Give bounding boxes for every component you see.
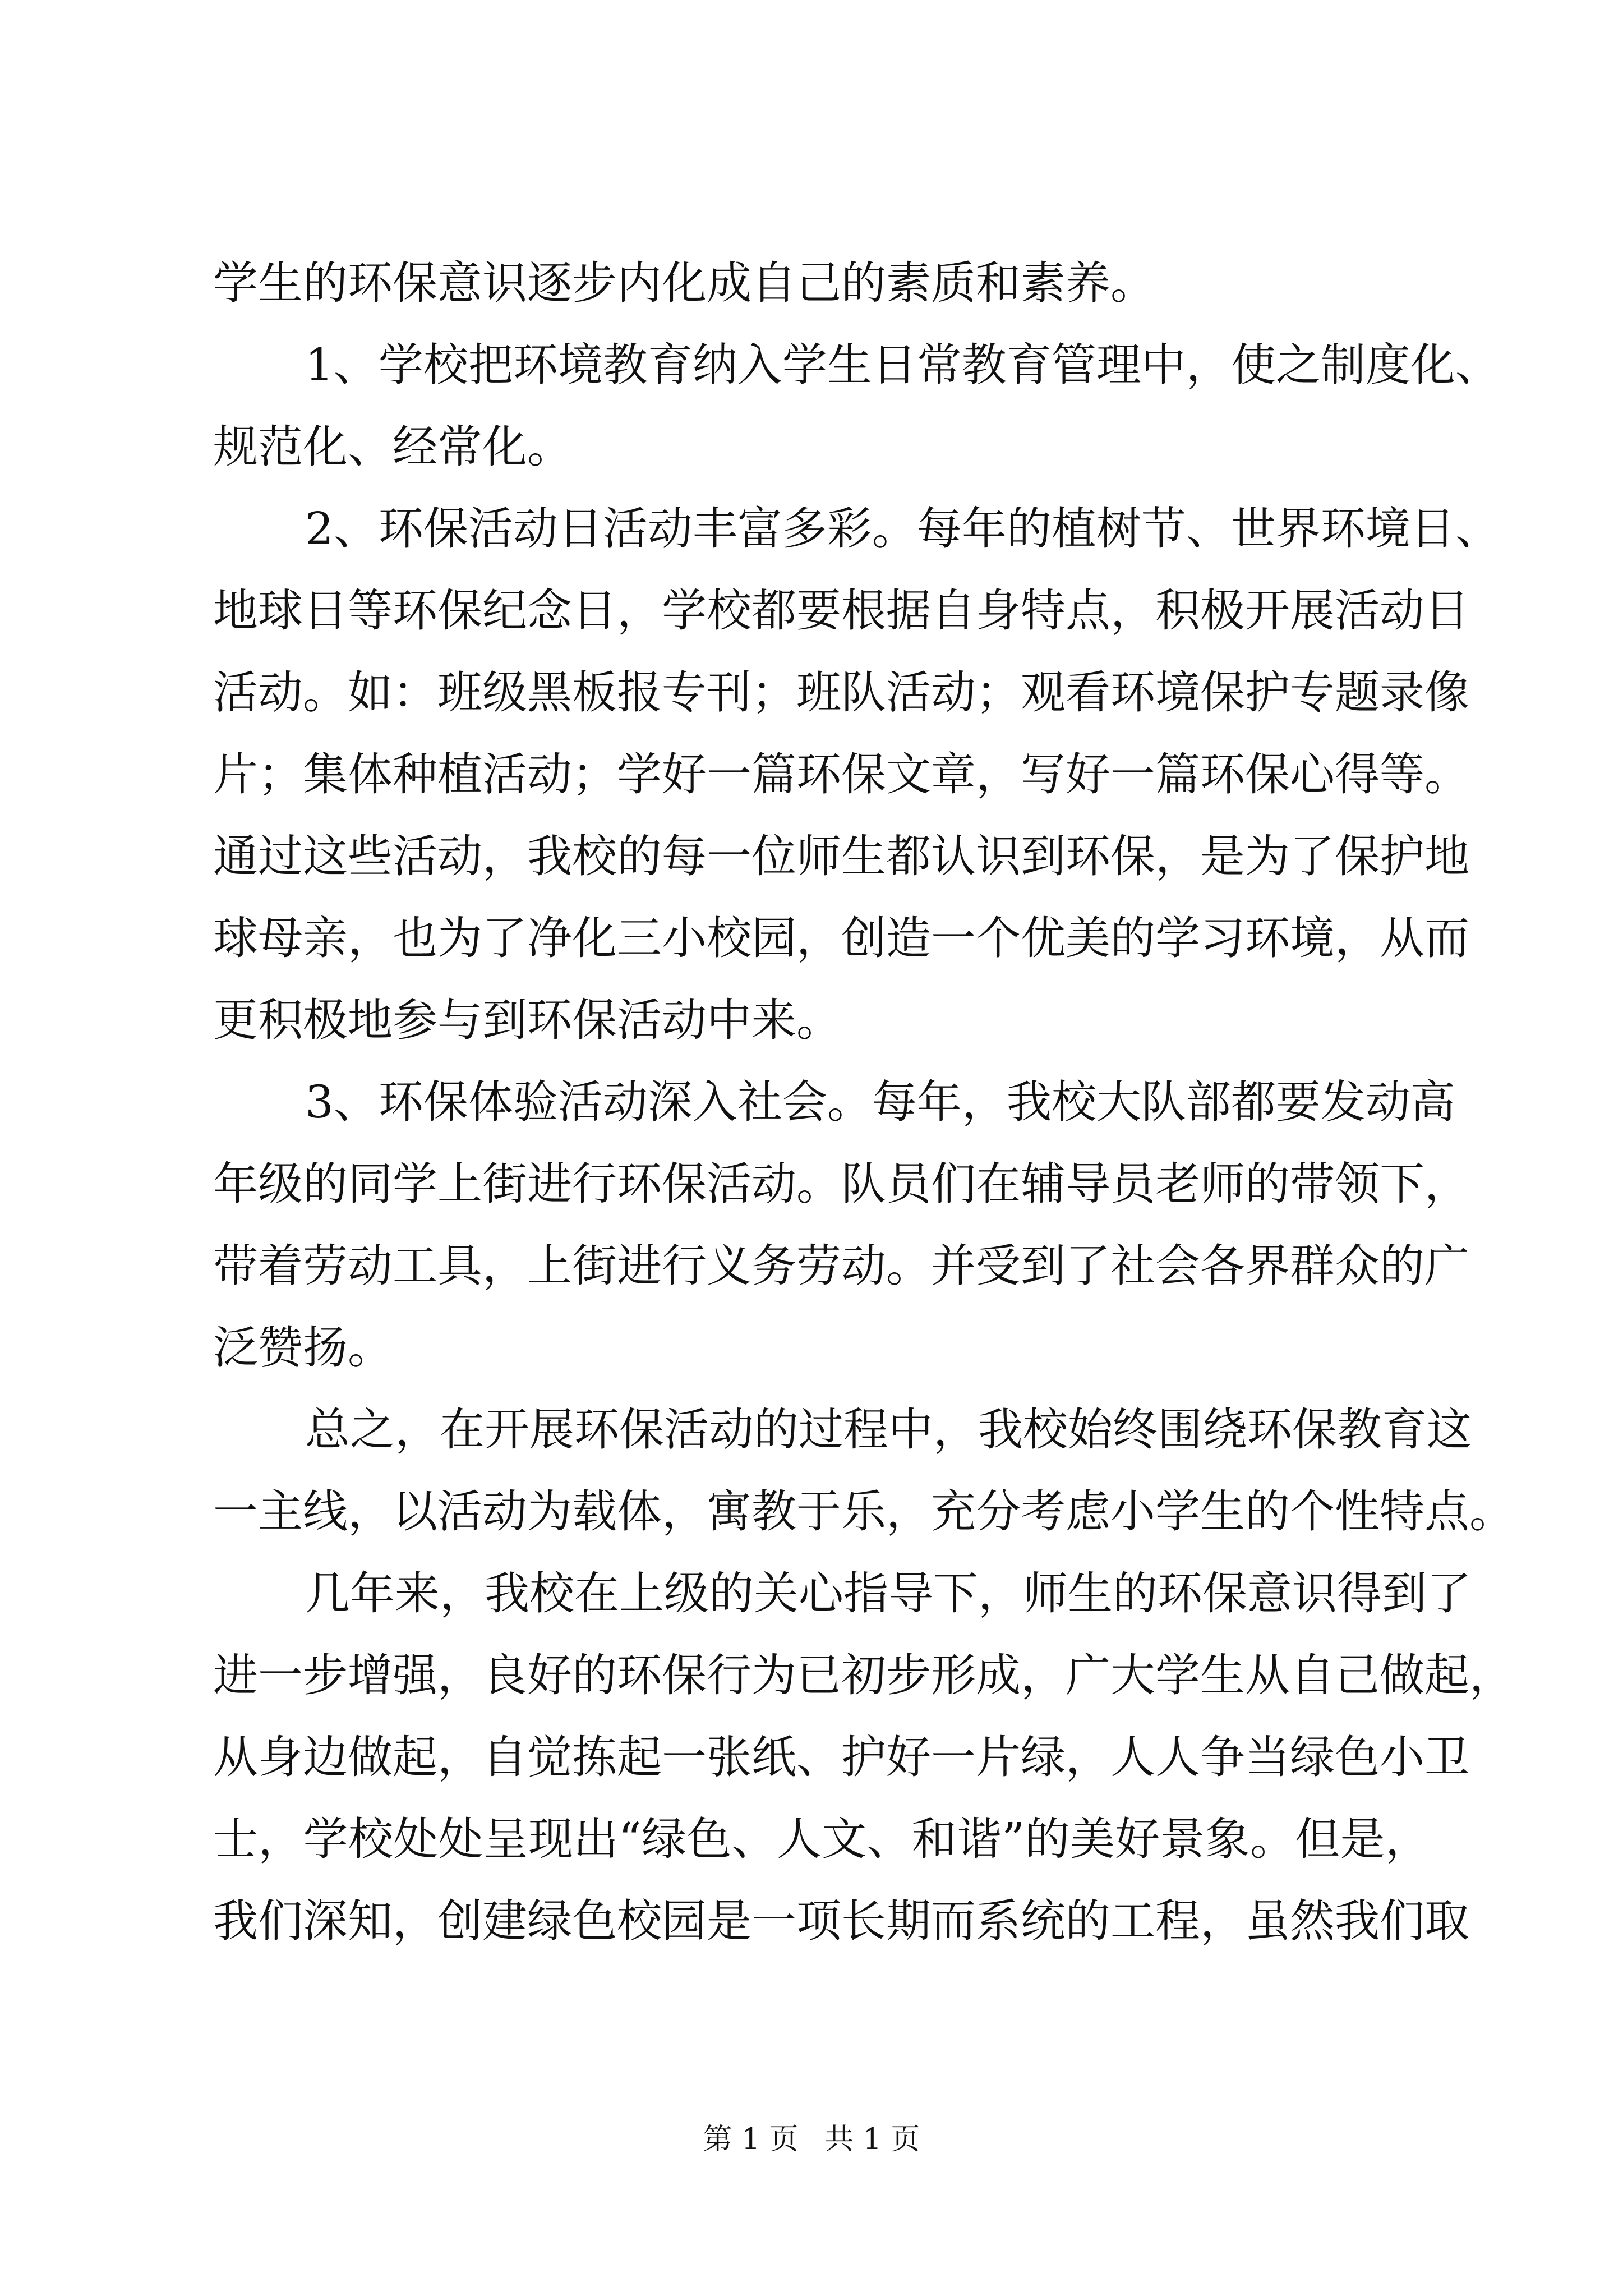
text-line: 士，学校处处呈现出“绿色、人文、和谐”的美好景象。但是， [213,1813,1430,1865]
page-footer [0,2122,1623,2157]
text-line: 更积极地参与到环保活动中来。 [213,994,841,1046]
text-line: 规范化、经常化。 [213,421,572,473]
text-line: 球母亲，也为了净化三小校园，创造一个优美的学习环境，从而 [213,912,1469,964]
text-line: 2、环保活动日活动丰富多彩。每年的植树节、世界环境日、 [305,503,1500,555]
text-line: 活动。如：班级黑板报专刊；班队活动；观看环境保护专题录像 [213,666,1469,719]
text-line: 进一步增强，良好的环保行为已初步形成，广大学生从自己做起， [213,1649,1514,1701]
text-line: 泛赞扬。 [213,1322,393,1374]
page-total: 共 1 页 [824,2123,920,2156]
text-line: 带着劳动工具，上街进行义务劳动。并受到了社会各界群众的广 [213,1240,1469,1292]
text-line: 从身边做起，自觉拣起一张纸、护好一片绿，人人争当绿色小卫 [213,1731,1469,1783]
text-line: 3、环保体验活动深入社会。每年，我校大队部都要发动高 [305,1076,1455,1128]
text-line: 地球日等环保纪念日，学校都要根据自身特点，积极开展活动日 [213,585,1469,637]
text-line: 一主线，以活动为载体，寓教于乐，充分考虑小学生的个性特点。 [213,1485,1514,1538]
text-line: 学生的环保意识逐步内化成自己的素质和素养。 [213,257,1155,309]
text-line: 年级的同学上街进行环保活动。队员们在辅导员老师的带领下， [213,1158,1469,1210]
text-line: 我们深知，创建绿色校园是一项长期而系统的工程，虽然我们取 [213,1895,1469,1947]
document-body [213,242,1514,1962]
page-number: 第 1 页 [703,2123,799,2156]
text-line: 1、学校把环境教育纳入学生日常教育管理中，使之制度化、 [305,339,1500,391]
text-line: 几年来，我校在上级的关心指导下，师生的环保意识得到了 [305,1567,1472,1619]
text-line: 片；集体种植活动；学好一篇环保文章，写好一篇环保心得等。 [213,748,1469,800]
text-line: 通过这些活动，我校的每一位师生都认识到环保，是为了保护地 [213,830,1469,882]
text-line: 总之，在开展环保活动的过程中，我校始终围绕环保教育这 [305,1404,1472,1456]
